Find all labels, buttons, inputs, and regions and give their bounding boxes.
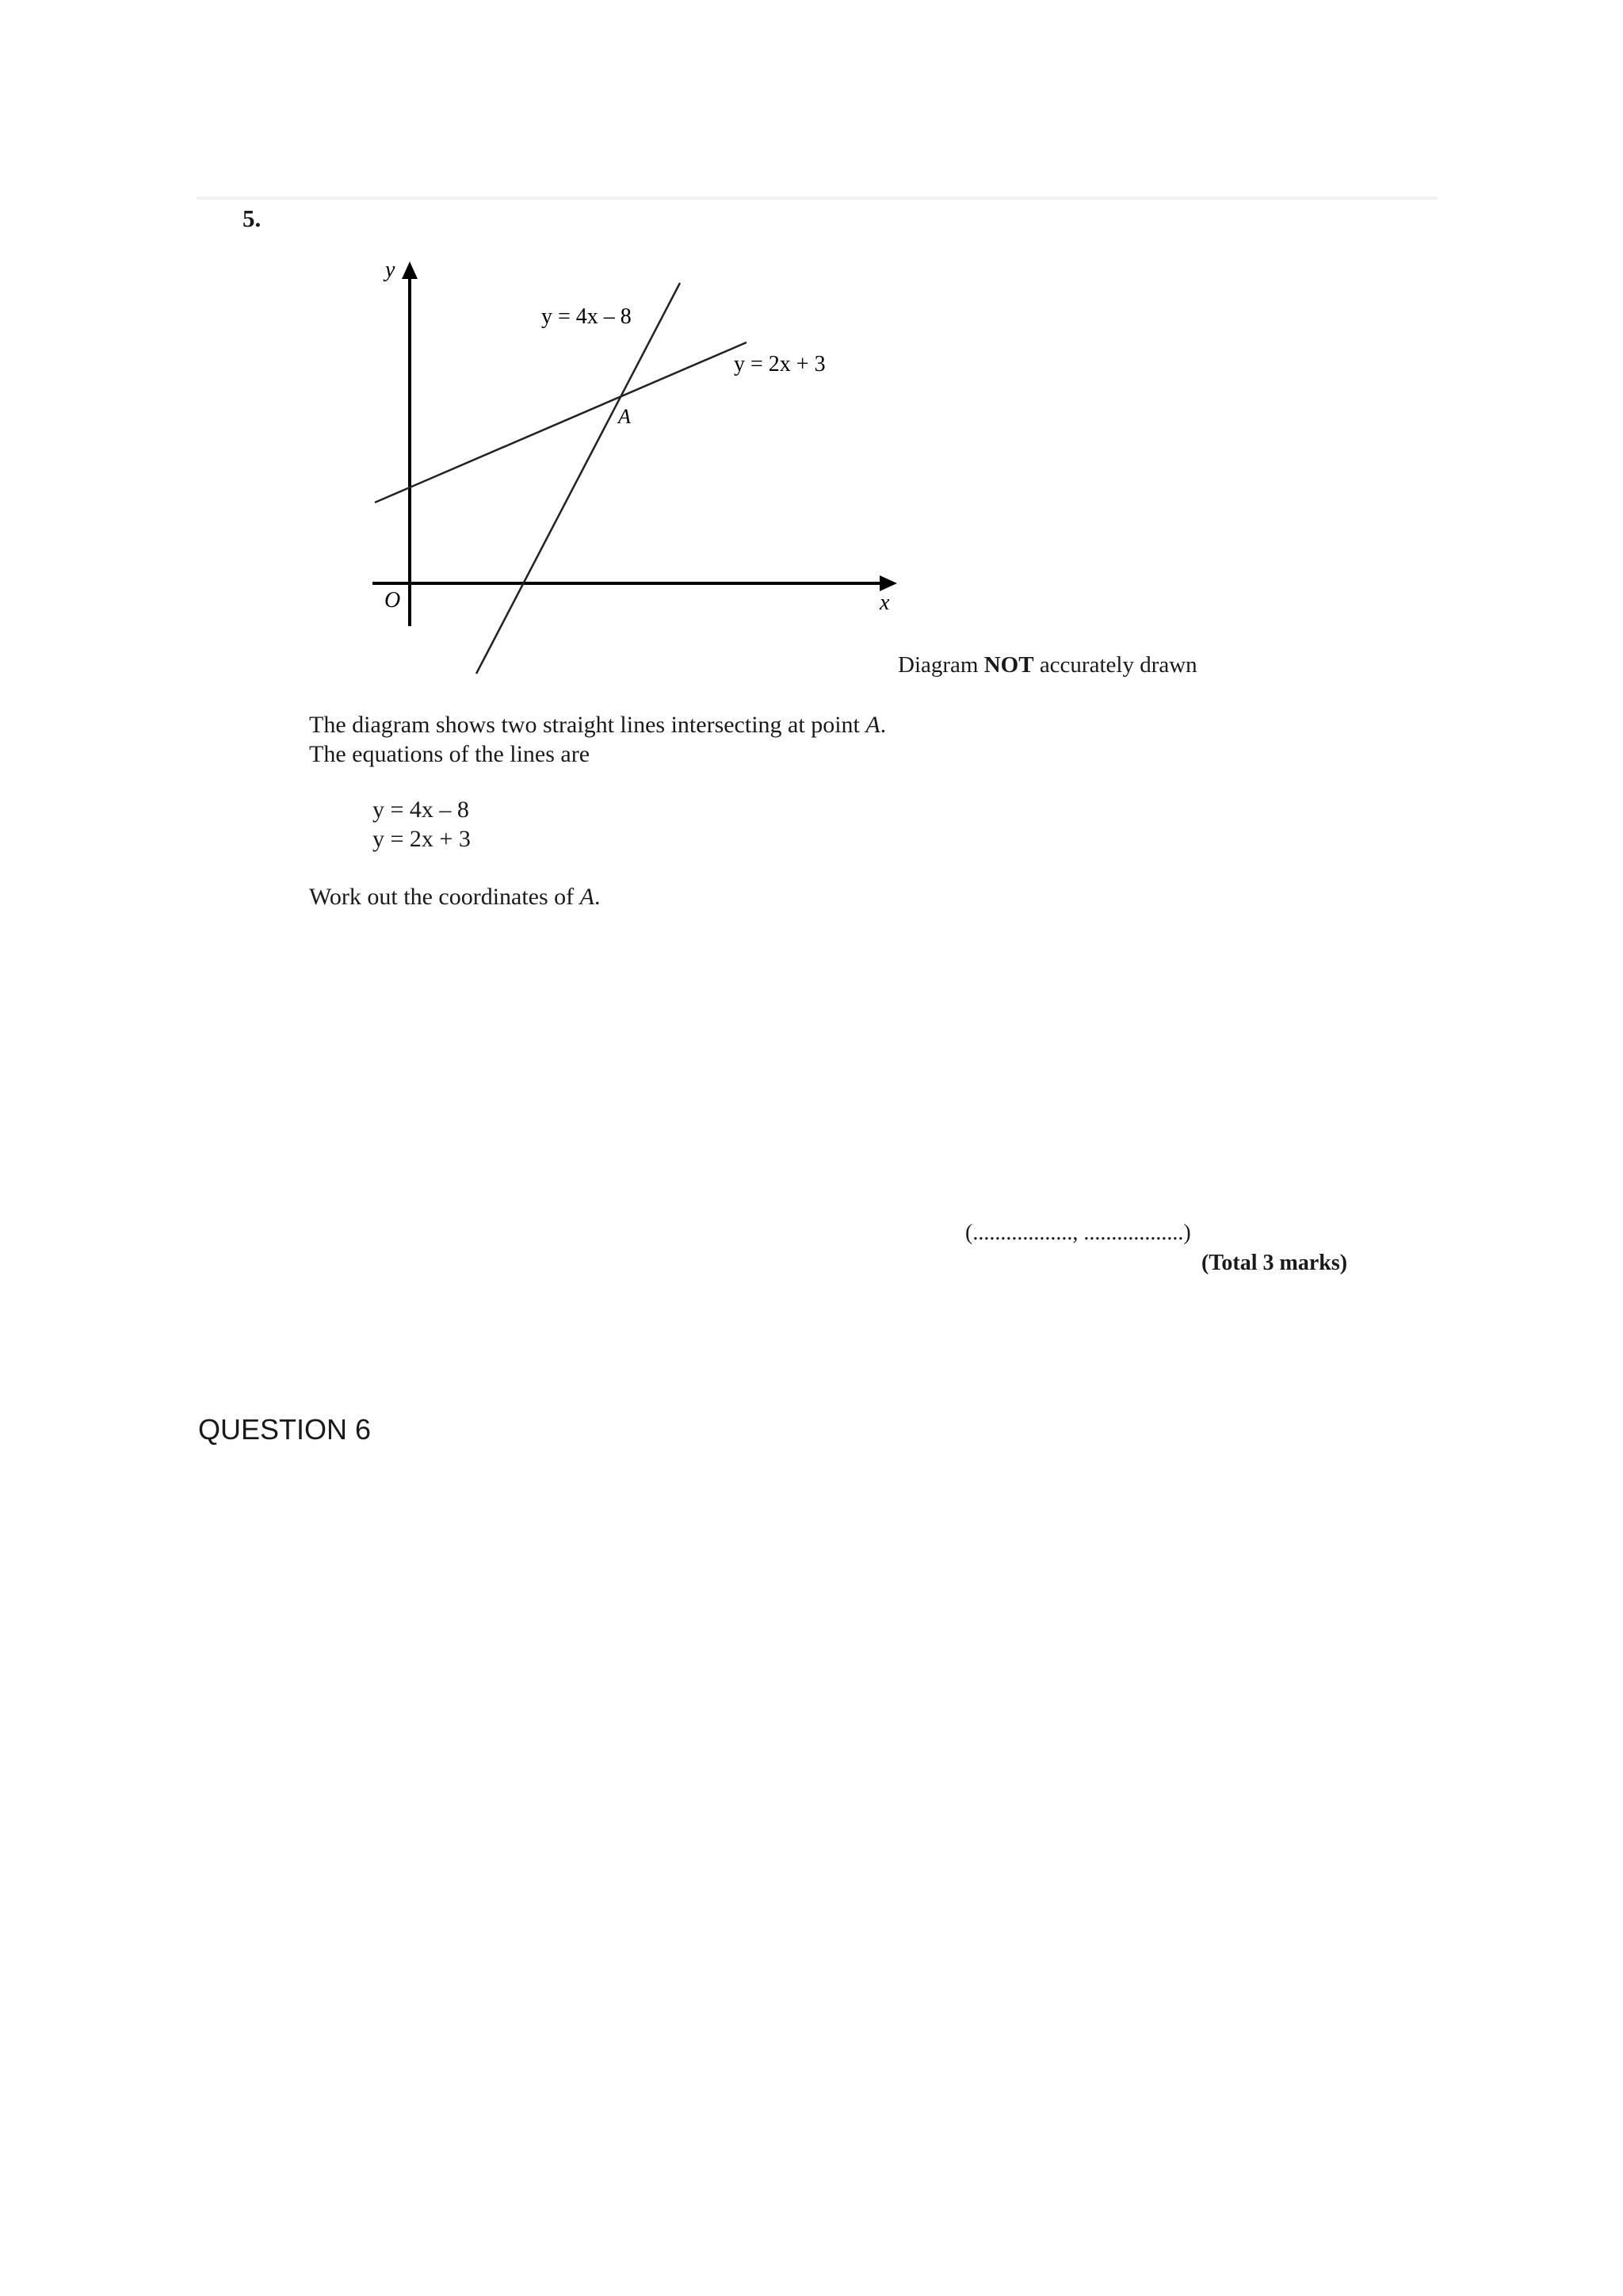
caption-prefix: Diagram — [898, 652, 984, 678]
line-4x-minus-8 — [476, 283, 680, 674]
next-question-heading: QUESTION 6 — [198, 1413, 372, 1446]
diagram-caption — [898, 652, 1197, 678]
point-a-label: A — [618, 405, 631, 428]
intro-point-label: A — [865, 712, 880, 738]
total-marks: (Total 3 marks) — [1201, 1251, 1348, 1275]
equation-1: y = 4x – 8 — [372, 797, 469, 823]
instruction-point-label: A — [579, 884, 594, 910]
instruction-text: Work out the coordinates of — [309, 884, 580, 910]
origin-label: O — [384, 588, 401, 613]
question-number: 5. — [242, 204, 262, 232]
intro-line-2: The equations of the lines are — [309, 741, 590, 767]
intro-line-1-text: The diagram shows two straight lines intersecting at point — [309, 712, 866, 738]
caption-bold: NOT — [983, 652, 1034, 678]
line2-label: y = 2x + 3 — [734, 352, 826, 376]
instruction-period: . — [594, 884, 601, 910]
intro-line-1 — [309, 711, 886, 739]
instruction — [309, 883, 601, 911]
equation-2: y = 2x + 3 — [372, 826, 471, 852]
x-axis-label: x — [880, 590, 890, 615]
line1-label: y = 4x – 8 — [541, 304, 632, 329]
y-axis-label: y — [385, 258, 395, 282]
y-axis-arrow — [402, 262, 418, 279]
x-axis-arrow — [880, 575, 897, 591]
line-2x-plus-3 — [375, 342, 747, 502]
intro-line-1-period: . — [880, 712, 887, 738]
answer-placeholder: (.................., ..................) — [965, 1221, 1191, 1245]
caption-suffix: accurately drawn — [1033, 652, 1197, 678]
